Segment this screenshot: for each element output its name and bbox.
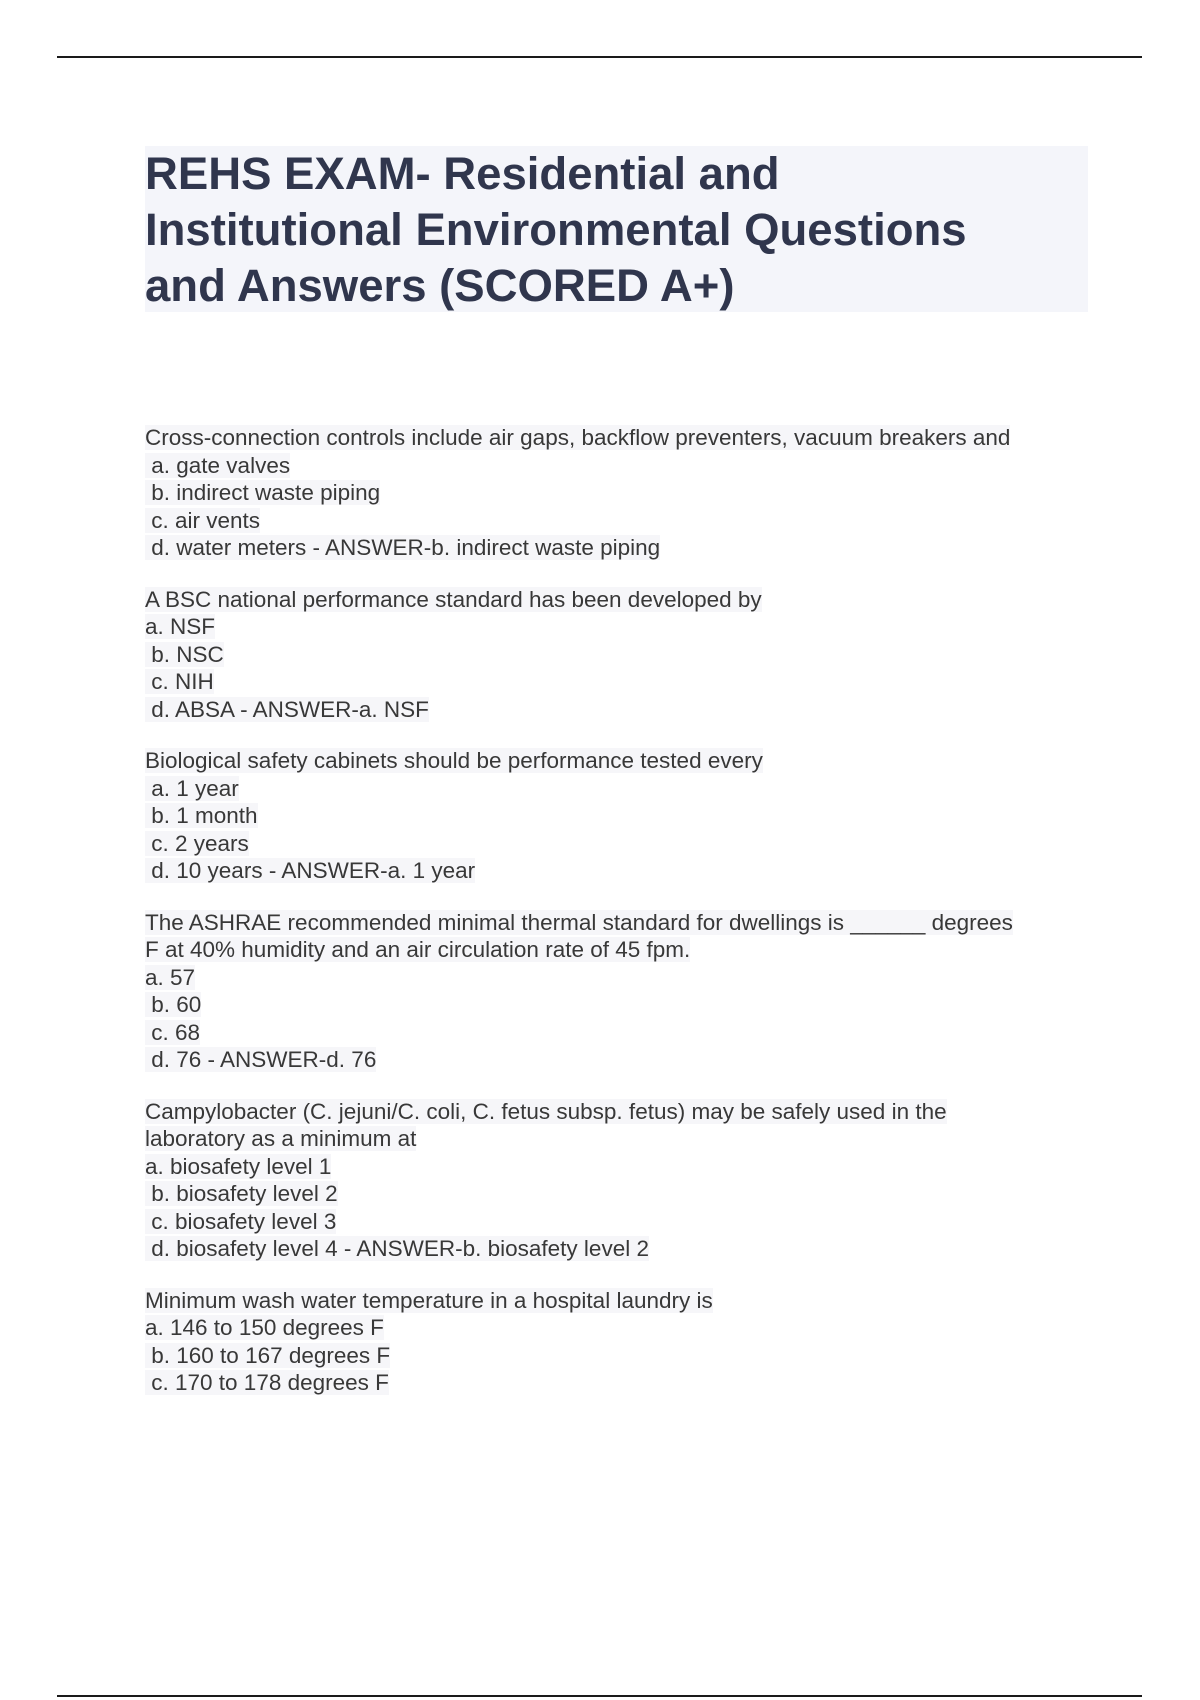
answer-option: b. 160 to 167 degrees F bbox=[145, 1342, 391, 1368]
answer-option: c. NIH bbox=[145, 669, 214, 694]
answer-option: b. 1 month bbox=[145, 803, 258, 828]
document-title bbox=[145, 146, 1088, 314]
title-line: and Answers (SCORED A+) bbox=[145, 260, 735, 311]
bottom-rule bbox=[57, 1695, 1142, 1697]
answer-option: b. biosafety level 2 bbox=[145, 1181, 338, 1206]
question-text: Biological safety cabinets should be performance tested every bbox=[145, 748, 763, 773]
answer-option: c. 170 to 178 degrees F bbox=[145, 1370, 389, 1395]
question-text: A BSC national performance standard has been developed by bbox=[145, 586, 762, 612]
question-text: F at 40% humidity and an air circulation rate of 45 fpm. bbox=[145, 937, 691, 962]
title-line: REHS EXAM- Residential and bbox=[145, 148, 780, 199]
answer-option: b. NSC bbox=[145, 641, 224, 667]
answer-option-with-key: d. 10 years - ANSWER-a. 1 year bbox=[145, 858, 476, 883]
answer-option: a. 57 bbox=[145, 964, 196, 990]
answer-option: a. biosafety level 1 bbox=[145, 1153, 332, 1179]
answer-option-with-key: d. biosafety level 4 - ANSWER-b. biosafety level 2 bbox=[145, 1236, 649, 1261]
answer-option: c. 68 bbox=[145, 1019, 201, 1045]
answer-option: b. indirect waste piping bbox=[145, 480, 381, 505]
answer-option-with-key: d. ABSA - ANSWER-a. NSF bbox=[145, 696, 429, 722]
question-item bbox=[145, 1287, 1085, 1397]
answer-option: c. 2 years bbox=[145, 830, 249, 856]
question-text: Cross-connection controls include air gaps, backflow preventers, vacuum breakers and bbox=[145, 425, 1011, 450]
answer-option: c. air vents bbox=[145, 507, 261, 533]
answer-option: a. 146 to 150 degrees F bbox=[145, 1315, 384, 1340]
question-item bbox=[145, 424, 1085, 562]
question-item bbox=[145, 909, 1085, 1074]
question-item bbox=[145, 586, 1085, 724]
question-text: Minimum wash water temperature in a hospital laundry is bbox=[145, 1287, 713, 1313]
answer-option: a. gate valves bbox=[145, 452, 291, 478]
answer-option-with-key: d. water meters - ANSWER-b. indirect waste piping bbox=[145, 535, 661, 560]
question-item bbox=[145, 1098, 1085, 1263]
question-text: The ASHRAE recommended minimal thermal standard for dwellings is ______ degrees bbox=[145, 909, 1013, 935]
question-list bbox=[145, 424, 1085, 1421]
question-text: Campylobacter (C. jejuni/C. coli, C. fetus subsp. fetus) may be safely used in the bbox=[145, 1098, 947, 1124]
answer-option: b. 60 bbox=[145, 992, 202, 1017]
answer-option: a. 1 year bbox=[145, 775, 239, 801]
question-text: laboratory as a minimum at bbox=[145, 1126, 417, 1151]
answer-option: c. biosafety level 3 bbox=[145, 1208, 337, 1234]
title-line: Institutional Environmental Questions bbox=[145, 204, 967, 255]
answer-option: a. NSF bbox=[145, 614, 216, 639]
answer-option-with-key: d. 76 - ANSWER-d. 76 bbox=[145, 1047, 377, 1072]
top-rule bbox=[57, 56, 1142, 58]
question-item bbox=[145, 747, 1085, 885]
title-block bbox=[145, 146, 1088, 312]
